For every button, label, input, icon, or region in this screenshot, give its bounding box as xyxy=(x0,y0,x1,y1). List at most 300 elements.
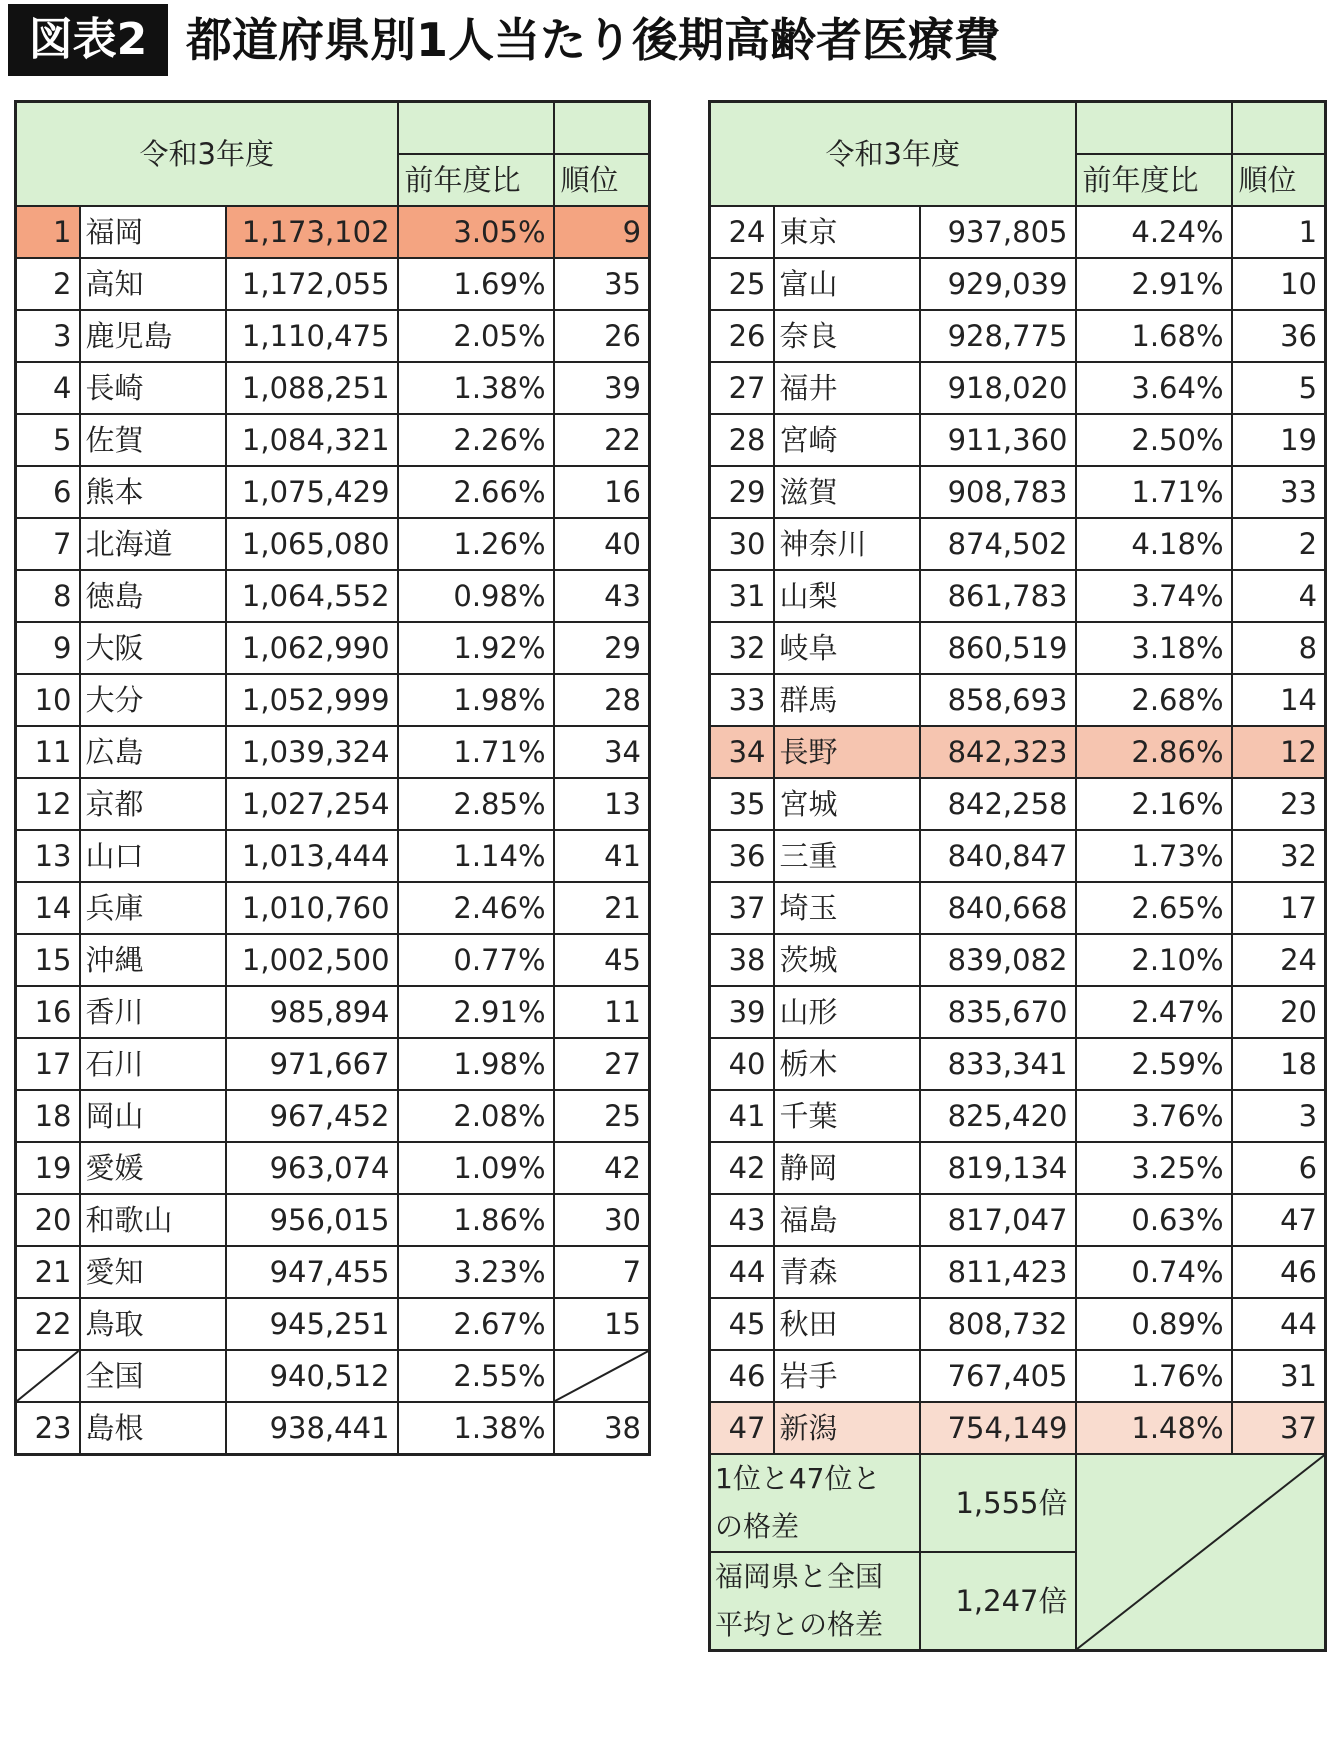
national-row xyxy=(16,1350,650,1402)
cost-value: 1,075,429 xyxy=(226,466,398,518)
yoy-change: 3.76% xyxy=(1076,1090,1232,1142)
growth-rank: 17 xyxy=(1232,882,1326,934)
cost-value: 937,805 xyxy=(920,206,1076,258)
table-row xyxy=(16,310,650,362)
table-row xyxy=(710,1194,1326,1246)
prefecture-name: 香川 xyxy=(80,986,226,1038)
yoy-change: 2.55% xyxy=(398,1350,554,1402)
yoy-change: 2.65% xyxy=(1076,882,1232,934)
prefecture-name: 長野 xyxy=(774,726,920,778)
yoy-change: 0.77% xyxy=(398,934,554,986)
cost-value: 947,455 xyxy=(226,1246,398,1298)
growth-rank: 30 xyxy=(554,1194,650,1246)
table-row xyxy=(710,934,1326,986)
prefecture-name: 福島 xyxy=(774,1194,920,1246)
prefecture-name: 京都 xyxy=(80,778,226,830)
row-number: 35 xyxy=(710,778,774,830)
table-row xyxy=(710,1246,1326,1298)
row-number: 36 xyxy=(710,830,774,882)
right-table xyxy=(708,100,1327,1652)
row-number: 42 xyxy=(710,1142,774,1194)
yoy-change: 1.71% xyxy=(1076,466,1232,518)
row-number: 26 xyxy=(710,310,774,362)
prefecture-name: 愛媛 xyxy=(80,1142,226,1194)
cost-value: 1,039,324 xyxy=(226,726,398,778)
cost-value: 967,452 xyxy=(226,1090,398,1142)
prefecture-name: 奈良 xyxy=(774,310,920,362)
prefecture-name: 宮城 xyxy=(774,778,920,830)
prefecture-name: 栃木 xyxy=(774,1038,920,1090)
row-number: 40 xyxy=(710,1038,774,1090)
prefecture-name: 大阪 xyxy=(80,622,226,674)
cost-value: 945,251 xyxy=(226,1298,398,1350)
figure-header xyxy=(0,0,1340,82)
yoy-change: 3.74% xyxy=(1076,570,1232,622)
table-row xyxy=(710,674,1326,726)
cost-value: 817,047 xyxy=(920,1194,1076,1246)
row-number: 5 xyxy=(16,414,80,466)
row-number: 13 xyxy=(16,830,80,882)
prefecture-name: 和歌山 xyxy=(80,1194,226,1246)
cost-value: 1,173,102 xyxy=(226,206,398,258)
growth-rank: 29 xyxy=(554,622,650,674)
cost-value: 808,732 xyxy=(920,1298,1076,1350)
table-row xyxy=(710,206,1326,258)
growth-rank: 37 xyxy=(1232,1402,1326,1454)
table-row xyxy=(710,570,1326,622)
row-number: 31 xyxy=(710,570,774,622)
header-yoy: 前年度比 xyxy=(1076,154,1232,206)
yoy-change: 1.26% xyxy=(398,518,554,570)
growth-rank: 14 xyxy=(1232,674,1326,726)
prefecture-name: 青森 xyxy=(774,1246,920,1298)
cost-value: 971,667 xyxy=(226,1038,398,1090)
prefecture-name: 秋田 xyxy=(774,1298,920,1350)
row-number: 28 xyxy=(710,414,774,466)
table-row xyxy=(710,830,1326,882)
growth-rank: 35 xyxy=(554,258,650,310)
table-row xyxy=(16,1142,650,1194)
row-number: 34 xyxy=(710,726,774,778)
yoy-change: 0.63% xyxy=(1076,1194,1232,1246)
row-number: 46 xyxy=(710,1350,774,1402)
growth-rank: 10 xyxy=(1232,258,1326,310)
cost-value: 1,062,990 xyxy=(226,622,398,674)
header-rank: 順位 xyxy=(554,154,650,206)
table-row xyxy=(16,986,650,1038)
cost-value: 840,668 xyxy=(920,882,1076,934)
table-row xyxy=(710,1038,1326,1090)
yoy-change: 2.26% xyxy=(398,414,554,466)
growth-rank: 39 xyxy=(554,362,650,414)
growth-rank: 18 xyxy=(1232,1038,1326,1090)
prefecture-name: 広島 xyxy=(80,726,226,778)
growth-rank: 31 xyxy=(1232,1350,1326,1402)
gap-first-last-label-line1: 1位と47位と xyxy=(715,1462,881,1495)
row-number: 37 xyxy=(710,882,774,934)
yoy-change: 2.59% xyxy=(1076,1038,1232,1090)
cost-value: 1,010,760 xyxy=(226,882,398,934)
table-row xyxy=(16,934,650,986)
growth-rank: 21 xyxy=(554,882,650,934)
growth-rank: 15 xyxy=(554,1298,650,1350)
prefecture-name: 長崎 xyxy=(80,362,226,414)
growth-rank: 36 xyxy=(1232,310,1326,362)
prefecture-name: 北海道 xyxy=(80,518,226,570)
prefecture-name: 沖縄 xyxy=(80,934,226,986)
yoy-change: 2.91% xyxy=(1076,258,1232,310)
prefecture-name: 鳥取 xyxy=(80,1298,226,1350)
prefecture-name: 静岡 xyxy=(774,1142,920,1194)
cost-value: 811,423 xyxy=(920,1246,1076,1298)
growth-rank: 25 xyxy=(554,1090,650,1142)
table-row xyxy=(16,830,650,882)
growth-rank: 19 xyxy=(1232,414,1326,466)
cost-value: 1,052,999 xyxy=(226,674,398,726)
yoy-change: 2.47% xyxy=(1076,986,1232,1038)
cost-value: 928,775 xyxy=(920,310,1076,362)
cost-value: 1,013,444 xyxy=(226,830,398,882)
row-number: 41 xyxy=(710,1090,774,1142)
header-era: 令和3年度 xyxy=(16,102,398,207)
yoy-change: 3.23% xyxy=(398,1246,554,1298)
row-number: 17 xyxy=(16,1038,80,1090)
row-number: 11 xyxy=(16,726,80,778)
row-number: 12 xyxy=(16,778,80,830)
yoy-change: 1.38% xyxy=(398,362,554,414)
cost-value: 956,015 xyxy=(226,1194,398,1246)
gap-fukuoka-national-label-line1: 福岡県と全国 xyxy=(715,1560,884,1593)
figure-badge: 図表2 xyxy=(8,4,168,76)
growth-rank: 27 xyxy=(554,1038,650,1090)
table-row xyxy=(710,466,1326,518)
row-number: 39 xyxy=(710,986,774,1038)
table-row xyxy=(16,570,650,622)
cost-value: 858,693 xyxy=(920,674,1076,726)
header-row-top xyxy=(16,102,650,155)
cost-value: 940,512 xyxy=(226,1350,398,1402)
row-number: 14 xyxy=(16,882,80,934)
header-era: 令和3年度 xyxy=(710,102,1076,207)
prefecture-name: 兵庫 xyxy=(80,882,226,934)
table-row xyxy=(710,1298,1326,1350)
yoy-change: 2.50% xyxy=(1076,414,1232,466)
growth-rank: 8 xyxy=(1232,622,1326,674)
table-row xyxy=(710,258,1326,310)
cost-value: 1,172,055 xyxy=(226,258,398,310)
figure-title: 都道府県別1人当たり後期高齢者医療費 xyxy=(186,13,1001,67)
table-row xyxy=(710,986,1326,1038)
row-number: 2 xyxy=(16,258,80,310)
table-row xyxy=(16,1246,650,1298)
cost-value: 825,420 xyxy=(920,1090,1076,1142)
row-number: 38 xyxy=(710,934,774,986)
cost-value: 985,894 xyxy=(226,986,398,1038)
growth-rank: 24 xyxy=(1232,934,1326,986)
growth-rank: 22 xyxy=(554,414,650,466)
row-number: 47 xyxy=(710,1402,774,1454)
yoy-change: 1.71% xyxy=(398,726,554,778)
prefecture-name: 福井 xyxy=(774,362,920,414)
yoy-change: 2.05% xyxy=(398,310,554,362)
prefecture-name: 山梨 xyxy=(774,570,920,622)
cost-value: 1,084,321 xyxy=(226,414,398,466)
growth-rank: 44 xyxy=(1232,1298,1326,1350)
row-number: 8 xyxy=(16,570,80,622)
cost-value: 929,039 xyxy=(920,258,1076,310)
cost-value: 842,258 xyxy=(920,778,1076,830)
growth-rank: 11 xyxy=(554,986,650,1038)
prefecture-name: 岡山 xyxy=(80,1090,226,1142)
prefecture-name: 岩手 xyxy=(774,1350,920,1402)
header-blank xyxy=(1232,102,1326,155)
prefecture-name: 福岡 xyxy=(80,206,226,258)
growth-rank: 34 xyxy=(554,726,650,778)
prefecture-name: 埼玉 xyxy=(774,882,920,934)
row-number: 16 xyxy=(16,986,80,1038)
yoy-change: 1.68% xyxy=(1076,310,1232,362)
prefecture-name: 大分 xyxy=(80,674,226,726)
yoy-change: 2.85% xyxy=(398,778,554,830)
cost-value: 860,519 xyxy=(920,622,1076,674)
yoy-change: 1.48% xyxy=(1076,1402,1232,1454)
table-row xyxy=(16,258,650,310)
growth-rank: 20 xyxy=(1232,986,1326,1038)
yoy-change: 1.14% xyxy=(398,830,554,882)
prefecture-name: 山口 xyxy=(80,830,226,882)
prefecture-name: 千葉 xyxy=(774,1090,920,1142)
cost-value: 833,341 xyxy=(920,1038,1076,1090)
row-number: 6 xyxy=(16,466,80,518)
growth-rank: 13 xyxy=(554,778,650,830)
growth-rank: 9 xyxy=(554,206,650,258)
cost-value: 1,065,080 xyxy=(226,518,398,570)
cost-value: 963,074 xyxy=(226,1142,398,1194)
prefecture-name: 群馬 xyxy=(774,674,920,726)
header-yoy: 前年度比 xyxy=(398,154,554,206)
row-number: 29 xyxy=(710,466,774,518)
prefecture-name: 東京 xyxy=(774,206,920,258)
growth-rank: 33 xyxy=(1232,466,1326,518)
table-row xyxy=(16,206,650,258)
table-row xyxy=(16,1090,650,1142)
prefecture-name: 岐阜 xyxy=(774,622,920,674)
prefecture-name: 鹿児島 xyxy=(80,310,226,362)
yoy-change: 2.86% xyxy=(1076,726,1232,778)
yoy-change: 3.64% xyxy=(1076,362,1232,414)
prefecture-name: 島根 xyxy=(80,1402,226,1455)
growth-rank: 43 xyxy=(554,570,650,622)
table-row xyxy=(710,882,1326,934)
growth-rank: 32 xyxy=(1232,830,1326,882)
cost-value: 938,441 xyxy=(226,1402,398,1455)
cost-value: 840,847 xyxy=(920,830,1076,882)
growth-rank: 23 xyxy=(1232,778,1326,830)
yoy-change: 2.68% xyxy=(1076,674,1232,726)
row-number: 27 xyxy=(710,362,774,414)
growth-rank: 4 xyxy=(1232,570,1326,622)
growth-rank: 28 xyxy=(554,674,650,726)
gap-fukuoka-national-label-line2: 平均との格差 xyxy=(715,1608,884,1641)
growth-rank: 26 xyxy=(554,310,650,362)
table-row xyxy=(16,1298,650,1350)
growth-rank: 41 xyxy=(554,830,650,882)
table-row xyxy=(16,726,650,778)
row-number: 43 xyxy=(710,1194,774,1246)
yoy-change: 1.98% xyxy=(398,1038,554,1090)
table-row xyxy=(710,518,1326,570)
row-number: 9 xyxy=(16,622,80,674)
cost-value: 1,088,251 xyxy=(226,362,398,414)
prefecture-name: 徳島 xyxy=(80,570,226,622)
header-rank: 順位 xyxy=(1232,154,1326,206)
table-row xyxy=(710,414,1326,466)
table-row xyxy=(710,622,1326,674)
table-row xyxy=(710,362,1326,414)
cost-value: 1,064,552 xyxy=(226,570,398,622)
national-no-slash xyxy=(16,1350,80,1402)
prefecture-name: 山形 xyxy=(774,986,920,1038)
row-number: 32 xyxy=(710,622,774,674)
row-number: 24 xyxy=(710,206,774,258)
table-row xyxy=(16,518,650,570)
prefecture-name: 滋賀 xyxy=(774,466,920,518)
table-row xyxy=(710,1402,1326,1454)
yoy-change: 2.66% xyxy=(398,466,554,518)
growth-rank: 1 xyxy=(1232,206,1326,258)
header-blank xyxy=(1076,102,1232,155)
gap-first-last-label-line2: の格差 xyxy=(715,1510,800,1543)
prefecture-name: 富山 xyxy=(774,258,920,310)
prefecture-name: 茨城 xyxy=(774,934,920,986)
prefecture-name: 佐賀 xyxy=(80,414,226,466)
prefecture-name: 全国 xyxy=(80,1350,226,1402)
yoy-change: 2.67% xyxy=(398,1298,554,1350)
header-blank xyxy=(554,102,650,155)
row-number: 3 xyxy=(16,310,80,362)
row-number: 30 xyxy=(710,518,774,570)
cost-value: 861,783 xyxy=(920,570,1076,622)
row-number: 22 xyxy=(16,1298,80,1350)
yoy-change: 1.73% xyxy=(1076,830,1232,882)
prefecture-name: 高知 xyxy=(80,258,226,310)
cost-value: 842,323 xyxy=(920,726,1076,778)
yoy-change: 2.91% xyxy=(398,986,554,1038)
growth-rank: 40 xyxy=(554,518,650,570)
row-number: 45 xyxy=(710,1298,774,1350)
gap-first-last xyxy=(710,1454,1326,1552)
growth-rank: 7 xyxy=(554,1246,650,1298)
cost-value: 1,110,475 xyxy=(226,310,398,362)
cost-value: 754,149 xyxy=(920,1402,1076,1454)
yoy-change: 4.18% xyxy=(1076,518,1232,570)
prefecture-name: 熊本 xyxy=(80,466,226,518)
row-number: 20 xyxy=(16,1194,80,1246)
table-row xyxy=(16,882,650,934)
table-row xyxy=(16,1038,650,1090)
cost-value: 839,082 xyxy=(920,934,1076,986)
table-row xyxy=(16,414,650,466)
left-table xyxy=(14,100,651,1456)
row-number: 19 xyxy=(16,1142,80,1194)
growth-rank: 45 xyxy=(554,934,650,986)
yoy-change: 1.92% xyxy=(398,622,554,674)
table-row xyxy=(16,622,650,674)
cost-value: 1,002,500 xyxy=(226,934,398,986)
footer-slash xyxy=(1076,1454,1326,1651)
row-number: 15 xyxy=(16,934,80,986)
yoy-change: 1.86% xyxy=(398,1194,554,1246)
gap-fukuoka-national-label xyxy=(710,1552,920,1651)
row-number: 44 xyxy=(710,1246,774,1298)
cost-value: 908,783 xyxy=(920,466,1076,518)
yoy-change: 3.18% xyxy=(1076,622,1232,674)
table-row xyxy=(710,1090,1326,1142)
table-row xyxy=(710,1350,1326,1402)
growth-rank: 46 xyxy=(1232,1246,1326,1298)
table-row xyxy=(16,466,650,518)
yoy-change: 0.89% xyxy=(1076,1298,1232,1350)
yoy-change: 4.24% xyxy=(1076,206,1232,258)
growth-rank: 3 xyxy=(1232,1090,1326,1142)
cost-value: 835,670 xyxy=(920,986,1076,1038)
growth-rank: 16 xyxy=(554,466,650,518)
cost-value: 874,502 xyxy=(920,518,1076,570)
row-number: 33 xyxy=(710,674,774,726)
row-number: 23 xyxy=(16,1402,80,1455)
cost-value: 819,134 xyxy=(920,1142,1076,1194)
table-row xyxy=(16,362,650,414)
prefecture-name: 新潟 xyxy=(774,1402,920,1454)
growth-rank: 5 xyxy=(1232,362,1326,414)
table-row xyxy=(710,310,1326,362)
table-row xyxy=(16,1194,650,1246)
yoy-change: 3.05% xyxy=(398,206,554,258)
prefecture-name: 石川 xyxy=(80,1038,226,1090)
row-number: 7 xyxy=(16,518,80,570)
row-number: 10 xyxy=(16,674,80,726)
yoy-change: 1.69% xyxy=(398,258,554,310)
header-row-top xyxy=(710,102,1326,155)
row-number: 21 xyxy=(16,1246,80,1298)
prefecture-name: 愛知 xyxy=(80,1246,226,1298)
growth-rank: 47 xyxy=(1232,1194,1326,1246)
cost-value: 918,020 xyxy=(920,362,1076,414)
yoy-change: 3.25% xyxy=(1076,1142,1232,1194)
row-number: 25 xyxy=(710,258,774,310)
growth-rank: 6 xyxy=(1232,1142,1326,1194)
row-number: 18 xyxy=(16,1090,80,1142)
cost-value: 1,027,254 xyxy=(226,778,398,830)
cost-value: 911,360 xyxy=(920,414,1076,466)
table-row xyxy=(710,778,1326,830)
row-number: 4 xyxy=(16,362,80,414)
yoy-change: 2.08% xyxy=(398,1090,554,1142)
growth-rank: 2 xyxy=(1232,518,1326,570)
yoy-change: 1.09% xyxy=(398,1142,554,1194)
table-row xyxy=(16,1402,650,1455)
growth-rank: 42 xyxy=(554,1142,650,1194)
table-row xyxy=(710,726,1326,778)
yoy-change: 2.46% xyxy=(398,882,554,934)
table-row xyxy=(710,1142,1326,1194)
gap-first-last-value: 1,555倍 xyxy=(920,1454,1076,1552)
prefecture-name: 三重 xyxy=(774,830,920,882)
prefecture-name: 宮崎 xyxy=(774,414,920,466)
yoy-change: 2.16% xyxy=(1076,778,1232,830)
yoy-change: 2.10% xyxy=(1076,934,1232,986)
growth-rank: 38 xyxy=(554,1402,650,1455)
